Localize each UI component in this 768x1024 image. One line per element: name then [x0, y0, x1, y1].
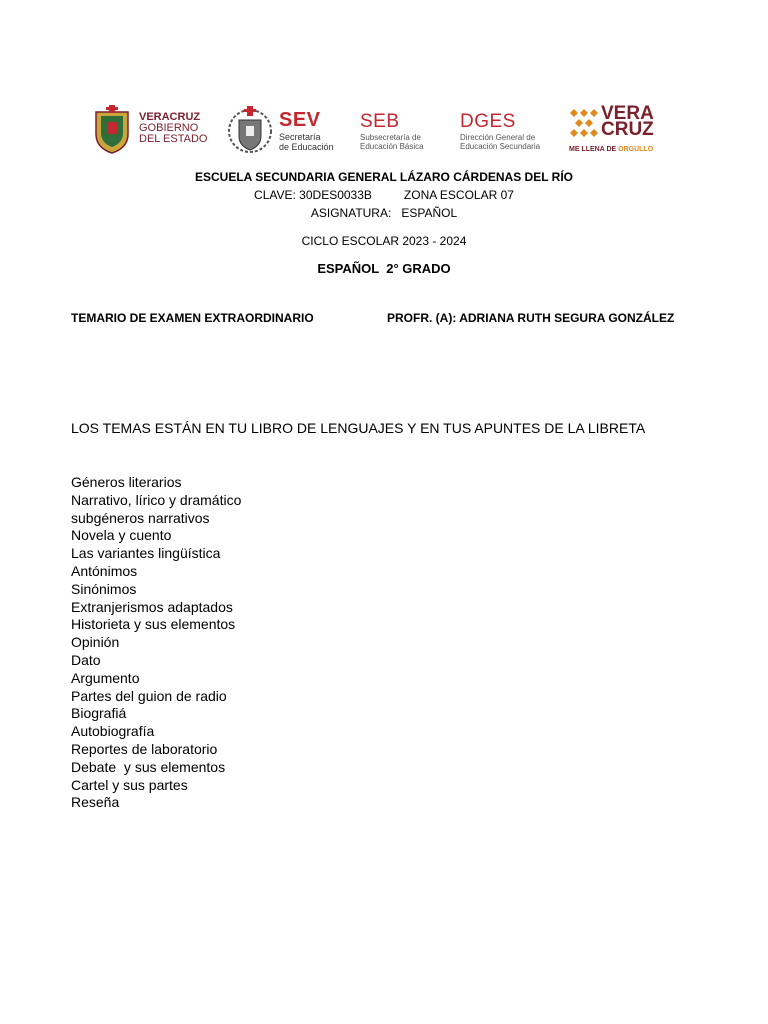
veracruz-orgullo-wordmark: [601, 103, 654, 140]
grade-title: ESPAÑOL 2° GRADO: [317, 261, 451, 276]
school-year: CICLO ESCOLAR 2023 - 2024: [301, 234, 467, 248]
sev-seal-icon: [227, 104, 273, 154]
list-item: Biografiá: [71, 705, 127, 722]
sev-title: SEV: [279, 109, 321, 131]
veracruz-line: VERACRUZ: [139, 111, 201, 123]
exam-title: TEMARIO DE EXAMEN EXTRAORDINARIO: [71, 311, 314, 325]
list-item: Reportes de laboratorio: [71, 740, 218, 757]
topic-list: [71, 474, 241, 812]
list-item: Argumento: [71, 669, 140, 686]
dges-subtitle-line2: Educación Secundaria: [460, 142, 541, 151]
list-item: Cartel y sus partes: [71, 776, 188, 793]
seb-subtitle-line2: Educación Básica: [360, 142, 424, 151]
asignatura-line: [0, 206, 768, 220]
veracruz-coat-of-arms-icon: [92, 104, 132, 154]
school-zona: ZONA ESCOLAR 07: [403, 188, 514, 202]
list-item: Géneros literarios: [71, 474, 182, 490]
vera-line: VERA: [601, 103, 654, 124]
list-item: Debate y sus elementos: [71, 758, 226, 775]
sev-subtitle-line1: Secretaría: [279, 132, 321, 142]
veracruz-gobierno-wordmark: [139, 112, 207, 145]
school-name: ESCUELA SECUNDARIA GENERAL LÁZARO CÁRDENAS DEL RÍO: [194, 170, 574, 184]
veracruz-pattern-icon: [569, 108, 599, 138]
tagline-main: ME LLENA DE: [569, 146, 619, 153]
teacher-name: PROFR. (A): ADRIANA RUTH SEGURA GONZÁLEZ: [387, 311, 675, 325]
list-item: Antónimos: [71, 562, 138, 579]
orgullo-tagline: [569, 146, 653, 154]
list-item: Autobiografía: [71, 723, 155, 740]
asignatura-label: ASIGNATURA:: [310, 206, 392, 220]
list-item: Sinónimos: [71, 580, 137, 597]
list-item: Dato: [71, 651, 101, 668]
list-item: subgéneros narrativos: [71, 509, 210, 526]
list-item: Narrativo, lírico y dramático: [71, 491, 242, 508]
list-item: Historieta y sus elementos: [71, 616, 236, 633]
list-item: Las variantes lingüística: [71, 545, 221, 562]
asignatura-value: ESPAÑOL: [401, 206, 458, 220]
sev-logo: [227, 102, 342, 158]
list-item: Partes del guion de radio: [71, 687, 227, 704]
tagline-accent: ORGULLO: [618, 146, 654, 153]
cruz-line: CRUZ: [601, 119, 654, 140]
veracruz-gobierno-logo: [92, 102, 214, 158]
seb-subtitle: [360, 133, 424, 151]
instructions: LOS TEMAS ESTÁN EN TU LIBRO DE LENGUAJES Y EN TUS APUNTES DE LA LIBRETA: [71, 420, 646, 436]
list-item: Novela y cuento: [71, 527, 172, 544]
seb-logo: [360, 102, 440, 158]
list-item: Reseña: [71, 794, 120, 811]
seb-subtitle-line1: Subsecretaría de: [360, 133, 421, 142]
seb-title: SEB: [360, 111, 400, 132]
dges-subtitle-line1: Dirección General de: [460, 133, 536, 142]
dges-subtitle: [460, 133, 540, 151]
clave-zona-line: [0, 188, 768, 202]
gobierno-line: GOBIERNO: [139, 122, 199, 134]
sev-subtitle: [279, 132, 334, 152]
list-item: Opinión: [71, 634, 120, 651]
dges-title: DGES: [460, 111, 516, 132]
veracruz-orgullo-logo: [569, 102, 659, 158]
list-item: Extranjerismos adaptados: [71, 598, 233, 615]
del-estado-line: DEL ESTADO: [139, 133, 208, 145]
sev-subtitle-line2: de Educación: [279, 142, 334, 152]
dges-logo: [460, 102, 560, 158]
school-clave: CLAVE: 30DES0033B: [254, 188, 372, 202]
logo-band: [92, 102, 672, 158]
